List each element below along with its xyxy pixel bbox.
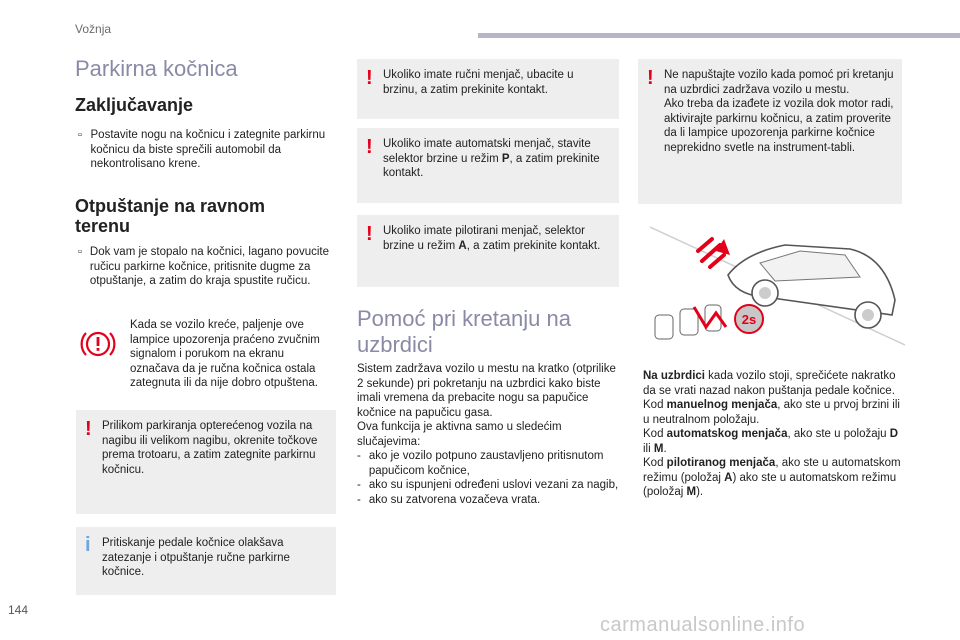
page-number: 144 bbox=[8, 603, 29, 617]
alert-lamp-text: Kada se vozilo kreće, paljenje ove lampice upozorenja praćeno zvučnim signalom i porukom na ekranu označava da je ručna kočnica ostala zategnuta ili da nije dobro otpuštena. bbox=[130, 319, 320, 389]
brake-warning-icon bbox=[80, 326, 116, 362]
warning-box-slope: ! Prilikom parkiranja opterećenog vozila na nagibu ili velikom nagibu, okrenite točkove prema trotoaru, a zatim zategnite parkirnu kočnicu. bbox=[76, 410, 336, 514]
list-item: - ako je vozilo potpuno zaustavljeno pritisnutom papučicom kočnice, bbox=[357, 450, 604, 477]
lock-heading: Zaključavanje bbox=[75, 95, 194, 115]
list-item: - ako su ispunjeni određeni uslovi vezani za nagib, bbox=[357, 479, 619, 491]
release-heading-line2: terenu bbox=[75, 216, 131, 236]
release-bullet: ▫ Dok vam je stopalo na kočnici, lagano povucite ručicu parkirne kočnice, pritisnite dugme za otpuštanje, a zatim do kraja spustite ručicu. bbox=[78, 246, 329, 287]
list-item: - ako su zatvorena vozačeva vrata. bbox=[357, 493, 541, 506]
warning-box-automatic: ! Ukoliko imate automatski menjač, stavite selektor brzine u režim P, a zatim prekinite kontakt. bbox=[357, 128, 619, 203]
warning-box-pilot: ! Ukoliko imate pilotirani menjač, selektor brzine u režim A, a zatim prekinite kontakt. bbox=[357, 215, 619, 287]
release-heading-line1: Otpuštanje na ravnom bbox=[75, 196, 266, 216]
warning-icon: ! bbox=[366, 136, 373, 158]
page-title: Parkirna kočnica bbox=[75, 56, 238, 81]
hill-assist-title-line1: Pomoć pri kretanju na bbox=[357, 306, 571, 331]
hill-assist-conditions: Na uzbrdici kada vozilo stoji, sprečićete nakratko da se vrati nazad nakon puštanja pedale kočnice. Kod manuelnog menjača, ako ste u prvoj brzini ili u neutralnom položaju. Kod automatskog menjača, ako ste u položaju D ili M. Kod pilotiranog menjača, ako ste u automatskom režimu (položaj A) ako ste u automatskom režimu (položaj M). bbox=[643, 370, 901, 498]
hill-assist-description: Sistem zadržava vozilo u mestu na kratko (otprilike 2 sekunde) pri pokretanju na uzbrdici kako biste imali vremena da prebacite nogu sa papučice kočnice na papučicu gasa. Ova funkcija je aktivna samo u sledećim slučajevima: - ako je vozilo potpuno zaustavljeno pritisnutom papučicom kočnice, - ako su ispunjeni određeni uslovi vezani za nagib, - ako su zatvorena vozačeva vrata. bbox=[357, 363, 619, 506]
timer-badge: 2s bbox=[741, 312, 757, 327]
lock-bullet: ▫ Postavite nogu na kočnicu i zategnite parkirnu kočnicu da biste sprečili automobil da nekontrolisano krene. bbox=[78, 129, 326, 170]
warning-icon: ! bbox=[366, 67, 373, 89]
warning-icon: ! bbox=[647, 67, 654, 89]
hill-assist-title-line2: uzbrdici bbox=[357, 332, 433, 357]
warning-box-leave-vehicle: ! Ne napuštajte vozilo kada pomoć pri kretanju na uzbrdici zadržava vozilo u mestu. Ako treba da izađete iz vozila dok motor radi, aktivirajte parkirnu kočnicu, a zatim proverite da li lampice upozorenja parkirne kočnice neprekidno svetle na instrument-tabli. bbox=[638, 59, 902, 204]
section-label: Vožnja bbox=[75, 22, 112, 36]
info-box-pedal: i Pritiskanje pedale kočnice olakšava zatezanje i otpuštanje ručne parkirne kočnice. bbox=[76, 527, 336, 595]
info-icon: i bbox=[85, 534, 91, 556]
header-bar bbox=[478, 33, 960, 38]
bullet-icon: ▫ bbox=[78, 129, 82, 141]
hill-start-illustration bbox=[650, 215, 905, 355]
warning-icon: ! bbox=[85, 418, 92, 440]
watermark: carmanualsonline.info bbox=[600, 614, 806, 636]
warning-box-manual: ! Ukoliko imate ručni menjač, ubacite u brzinu, a zatim prekinite kontakt. bbox=[357, 59, 619, 119]
warning-icon: ! bbox=[366, 223, 373, 245]
bullet-icon: ▫ bbox=[78, 246, 82, 258]
